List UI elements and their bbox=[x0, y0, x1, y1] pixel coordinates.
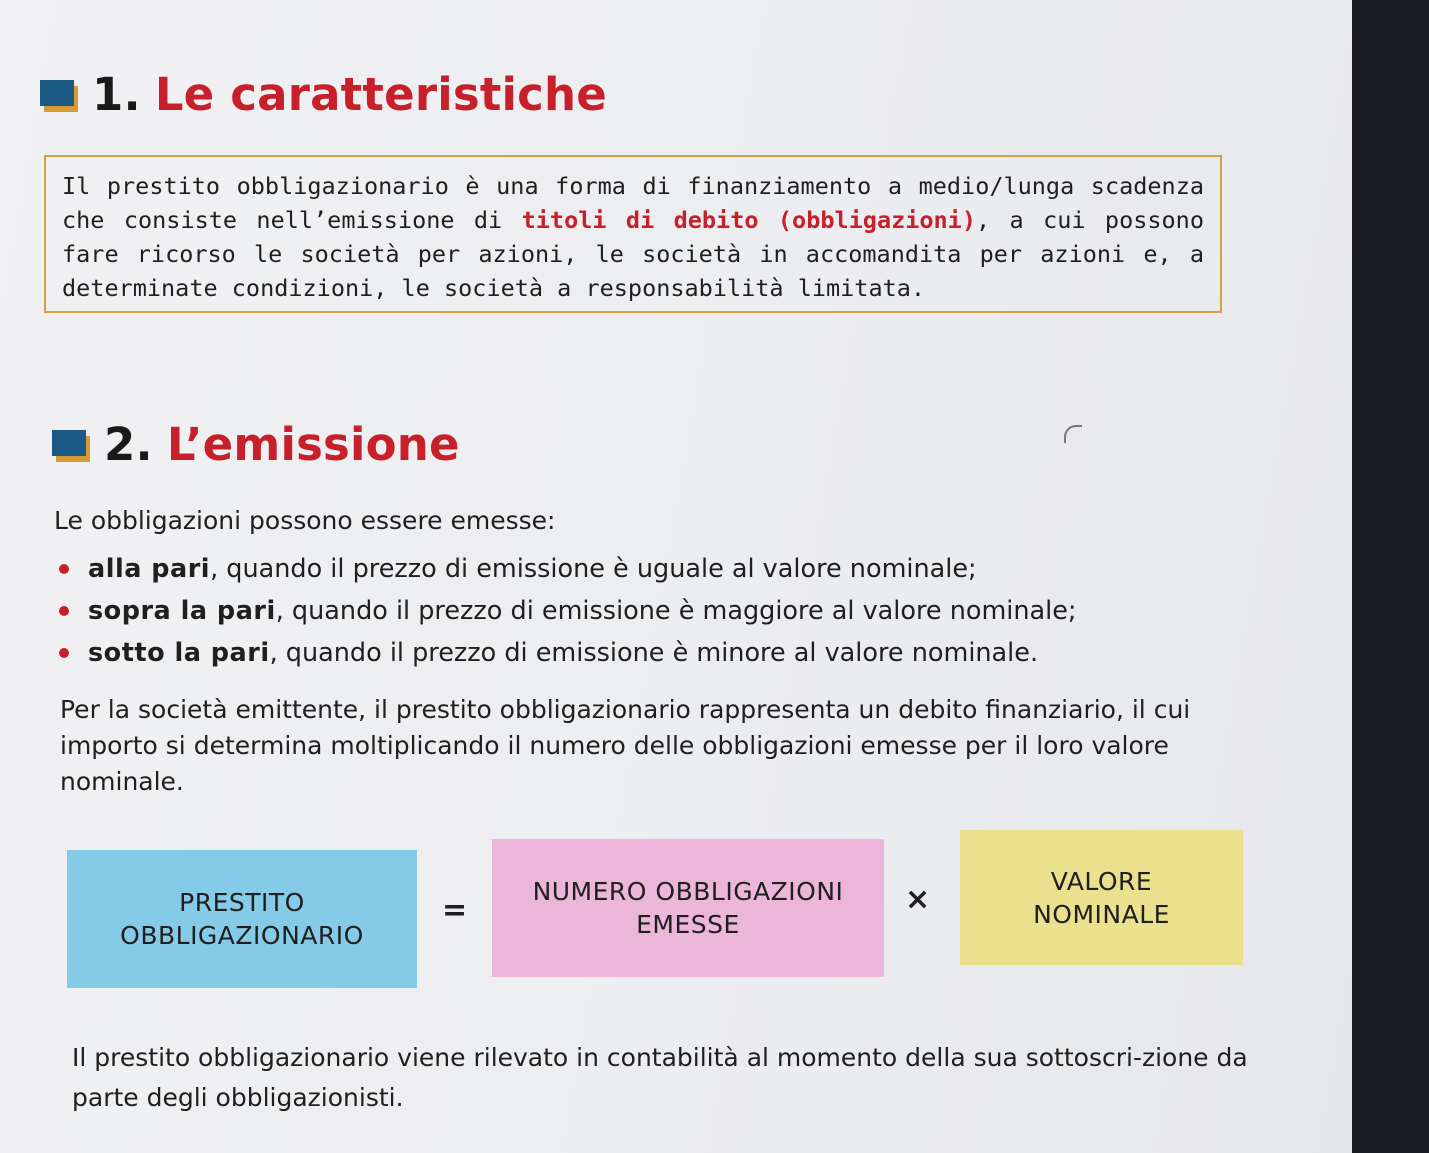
list-item bbox=[56, 632, 1077, 674]
section-2-title: L’emissione bbox=[166, 418, 460, 471]
formula-lhs-line1: PRESTITO bbox=[179, 888, 305, 917]
debt-paragraph: Per la società emittente, il prestito obbligazionario rappresenta un debito finanziario, il cui importo si determina moltiplicando il numero delle obbligazioni emesse per il loro valore nominale. bbox=[60, 695, 1191, 796]
definition-box bbox=[44, 155, 1222, 313]
list-item-term: sopra la pari bbox=[88, 596, 276, 626]
emission-types-list bbox=[56, 548, 1077, 674]
formula-factor2-line2: NOMINALE bbox=[1033, 899, 1170, 929]
list-item-text: , quando il prezzo di emissione è minore al valore nominale. bbox=[269, 638, 1039, 668]
times-sign: × bbox=[905, 882, 931, 917]
bullet-dot-icon bbox=[59, 648, 69, 658]
bullet-dot-icon bbox=[59, 564, 69, 574]
heading-square-icon bbox=[52, 430, 88, 460]
formula-factor2-line1: VALORE bbox=[1050, 866, 1153, 896]
formula-factor1-line1: NUMERO OBBLIGAZIONI bbox=[532, 877, 844, 906]
equals-sign: = bbox=[442, 893, 468, 928]
bullet-dot-icon bbox=[59, 606, 69, 616]
section-2-number: 2. bbox=[104, 418, 153, 471]
formula-lhs-box bbox=[67, 850, 417, 988]
accounting-paragraph: Il prestito obbligazionario viene rilevato in contabilità al momento della sua sottoscri-zione da parte degli obbligazionisti. bbox=[72, 1043, 1248, 1112]
stray-mark bbox=[1064, 425, 1082, 443]
formula-factor1-box bbox=[492, 839, 884, 977]
section-1-number: 1. bbox=[92, 68, 141, 121]
section-1-heading bbox=[40, 68, 607, 121]
emission-intro: Le obbligazioni possono essere emesse: bbox=[54, 506, 556, 535]
definition-text-after: , a cui possono fare ricorso le società per azioni, le società in accomandita per azioni e, a determinate condizioni, le società a responsabilità limitata. bbox=[62, 206, 1204, 302]
definition-text-before: Il prestito obbligazionario è una forma di finanziamento a medio/lunga scadenza che consiste nell’emissione di bbox=[62, 172, 1204, 234]
list-item-text: , quando il prezzo di emissione è uguale al valore nominale; bbox=[210, 554, 977, 584]
list-item-text: , quando il prezzo di emissione è maggiore al valore nominale; bbox=[275, 596, 1077, 626]
definition-emphasis: titoli di debito (obbligazioni) bbox=[521, 206, 976, 234]
formula-factor1-line2: EMESSE bbox=[636, 910, 740, 939]
heading-square-icon bbox=[40, 80, 76, 110]
list-item bbox=[56, 548, 1077, 590]
list-item-term: sotto la pari bbox=[88, 638, 270, 668]
formula-lhs-line2: OBBLIGAZIONARIO bbox=[120, 921, 364, 950]
list-item bbox=[56, 590, 1077, 632]
list-item-term: alla pari bbox=[88, 554, 211, 584]
section-1-title: Le caratteristiche bbox=[154, 68, 607, 121]
formula-factor2-box bbox=[960, 830, 1243, 965]
section-2-heading bbox=[52, 418, 460, 471]
